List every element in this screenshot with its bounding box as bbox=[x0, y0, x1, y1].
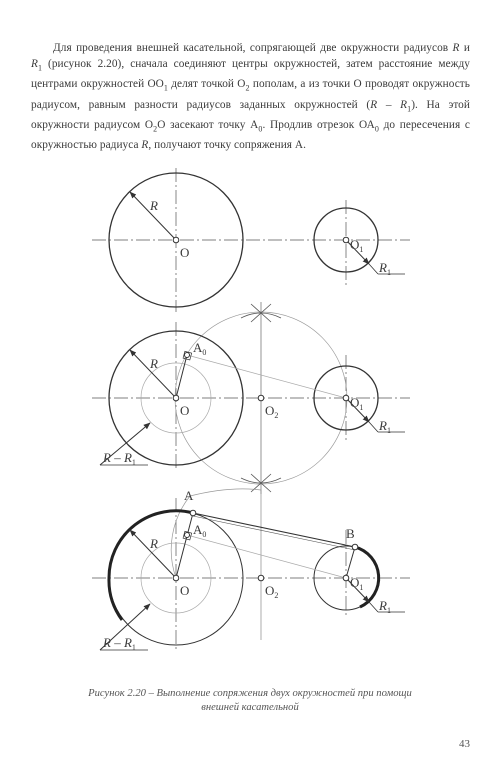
label-R1: $R_1$ bbox=[379, 260, 391, 277]
center-O2-point-3 bbox=[258, 575, 264, 581]
caption-line-1: Рисунок 2.20 – Выполнение сопряжения двух окружностей при помощи bbox=[88, 688, 412, 699]
paragraph-run: – bbox=[377, 98, 401, 111]
caption-line-2: внешней касательной bbox=[201, 702, 299, 713]
center-O2-point bbox=[258, 395, 264, 401]
label-O1-3: $О_1$ bbox=[350, 575, 364, 592]
center-O-point-2 bbox=[173, 395, 179, 401]
paragraph-run: 0 bbox=[258, 124, 263, 134]
paragraph-run: ). На этой окружности радиусом О bbox=[31, 98, 470, 132]
label-O: О bbox=[180, 245, 190, 260]
center-O-point-3 bbox=[173, 575, 179, 581]
label-R-minus-R1-3: R – $R_1$ bbox=[103, 635, 136, 652]
line-O1-B bbox=[346, 547, 355, 578]
center-O1-point-3 bbox=[343, 575, 349, 581]
paragraph-run: Для проведения внешней касательной, сопрягающей две окружности радиусов bbox=[53, 42, 453, 54]
paragraph-run: 2 bbox=[153, 124, 158, 134]
paragraph-run: R bbox=[370, 98, 378, 111]
label-O2: $О_2$ bbox=[265, 403, 279, 420]
paragraph-run: R bbox=[31, 58, 38, 71]
paragraph-run: 1 bbox=[163, 83, 168, 93]
paragraph-run: R bbox=[400, 98, 408, 111]
label-R: R bbox=[150, 198, 158, 213]
paragraph-run: R bbox=[141, 139, 149, 152]
label-A: А bbox=[184, 488, 194, 503]
point-B bbox=[352, 544, 358, 550]
paragraph-run: 1 bbox=[407, 104, 412, 114]
paragraph-run: (рисунок 2.20), сначала соединяют центры окружностей, затем расстояние между центрами окружностей ОО bbox=[31, 58, 470, 91]
label-R-3: R bbox=[150, 536, 158, 551]
label-R1-3: $R_1$ bbox=[379, 598, 391, 615]
R1-leader bbox=[369, 264, 378, 274]
diagram-3-result bbox=[92, 488, 410, 652]
center-O1-point bbox=[343, 237, 349, 243]
line-O-A bbox=[176, 513, 193, 578]
point-A bbox=[190, 510, 196, 516]
paragraph-run: до пересечения с окружностью радиуса bbox=[31, 119, 470, 152]
paragraph-run: . Продлив отрезок ОА bbox=[262, 119, 375, 132]
page-number: 43 bbox=[459, 738, 470, 750]
label-O-3: О bbox=[180, 583, 190, 598]
label-O1: $О_1$ bbox=[350, 237, 364, 254]
label-B: В bbox=[346, 526, 355, 541]
paragraph-run: делят точкой О bbox=[167, 78, 246, 91]
paragraph-run: 2 bbox=[245, 83, 250, 93]
diagram-2-construction bbox=[92, 302, 410, 494]
paragraph-run: 1 bbox=[37, 63, 43, 73]
paragraph-run: 0 bbox=[374, 124, 379, 134]
label-O-2: О bbox=[180, 403, 190, 418]
paragraph-run: , получают точку сопряжения А. bbox=[148, 139, 307, 152]
label-A0: $А_0$ bbox=[193, 340, 207, 357]
paragraph-run: R bbox=[452, 42, 460, 54]
label-R1-2: $R_1$ bbox=[379, 418, 391, 435]
paragraph-run: и bbox=[459, 42, 470, 54]
thick-arc-R bbox=[109, 511, 193, 620]
paragraph-run: пополам, а из точки О проводят окружность радиусом, равным разности радиусов заданных окружностей ( bbox=[31, 78, 470, 111]
point-A0-3 bbox=[185, 533, 190, 538]
label-O2-3: $О_2$ bbox=[265, 583, 279, 600]
figure-caption bbox=[60, 687, 440, 715]
R1-leader-2 bbox=[369, 422, 378, 432]
diagram-1-initial-circles bbox=[92, 168, 410, 312]
label-R-minus-R1: R – $R_1$ bbox=[103, 450, 136, 467]
paragraph-run: О засекают точку А bbox=[157, 119, 259, 132]
tangent-line-AB bbox=[193, 513, 355, 547]
label-R-2: R bbox=[150, 356, 158, 371]
R1-leader-3 bbox=[369, 602, 378, 612]
aux-arc-O2-upper bbox=[190, 489, 261, 496]
point-A0 bbox=[185, 353, 190, 358]
tangent-line-AB-2 bbox=[193, 516, 355, 550]
center-O1-point-2 bbox=[343, 395, 349, 401]
label-O1-2: $О_1$ bbox=[350, 395, 364, 412]
label-A0-3: $А_0$ bbox=[193, 522, 207, 539]
center-O-point bbox=[173, 237, 179, 243]
